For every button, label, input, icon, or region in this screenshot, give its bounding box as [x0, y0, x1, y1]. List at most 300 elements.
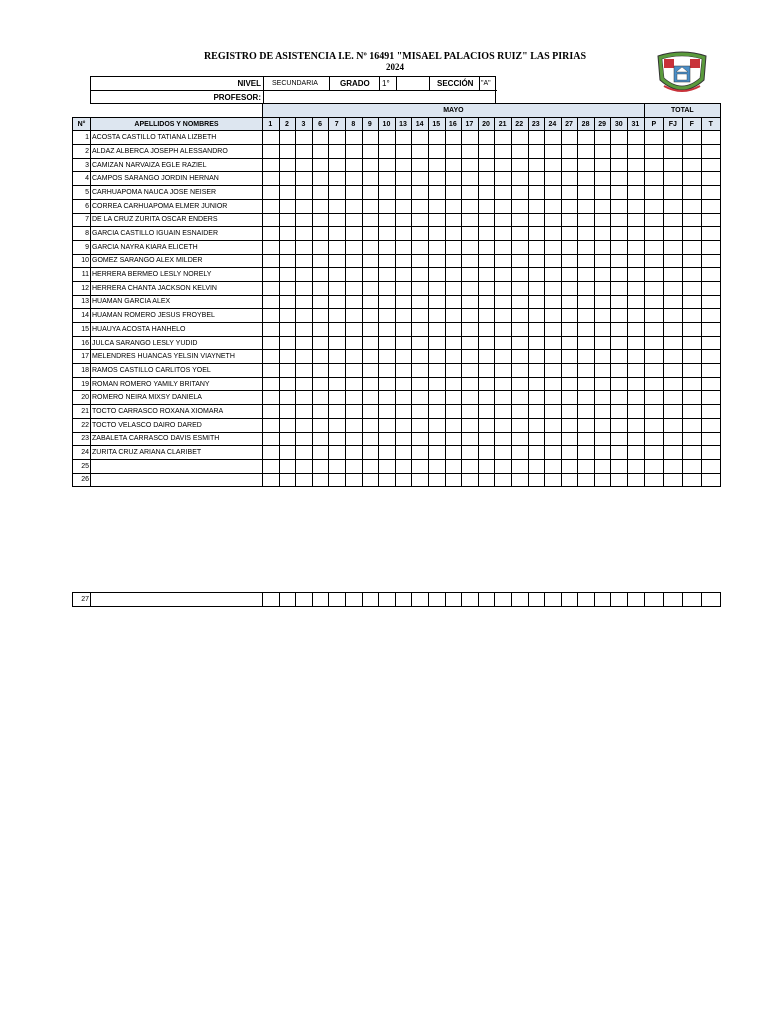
attendance-cell[interactable]	[528, 323, 545, 337]
total-cell[interactable]	[644, 131, 663, 145]
attendance-cell[interactable]	[561, 281, 578, 295]
total-cell[interactable]	[682, 323, 701, 337]
total-cell[interactable]	[682, 268, 701, 282]
total-cell[interactable]	[663, 213, 682, 227]
attendance-cell[interactable]	[462, 459, 479, 473]
attendance-cell[interactable]	[329, 364, 346, 378]
attendance-cell[interactable]	[362, 446, 379, 460]
total-cell[interactable]	[663, 432, 682, 446]
attendance-cell[interactable]	[561, 446, 578, 460]
attendance-cell[interactable]	[362, 473, 379, 487]
total-cell[interactable]	[663, 446, 682, 460]
total-cell[interactable]	[682, 364, 701, 378]
attendance-cell[interactable]	[545, 473, 562, 487]
attendance-cell[interactable]	[263, 268, 280, 282]
attendance-cell[interactable]	[395, 336, 412, 350]
attendance-cell[interactable]	[345, 199, 362, 213]
attendance-cell[interactable]	[296, 473, 313, 487]
attendance-cell[interactable]	[362, 377, 379, 391]
total-cell[interactable]	[701, 186, 720, 200]
attendance-cell[interactable]	[329, 418, 346, 432]
attendance-cell[interactable]	[362, 432, 379, 446]
attendance-cell[interactable]	[329, 309, 346, 323]
attendance-cell[interactable]	[279, 350, 296, 364]
attendance-cell[interactable]	[296, 145, 313, 159]
attendance-cell[interactable]	[628, 364, 645, 378]
attendance-cell[interactable]	[462, 186, 479, 200]
total-cell[interactable]	[663, 323, 682, 337]
attendance-cell[interactable]	[462, 131, 479, 145]
attendance-cell[interactable]	[395, 295, 412, 309]
total-cell[interactable]	[663, 227, 682, 241]
attendance-cell[interactable]	[379, 593, 396, 607]
attendance-cell[interactable]	[495, 158, 512, 172]
attendance-cell[interactable]	[395, 158, 412, 172]
attendance-cell[interactable]	[379, 281, 396, 295]
attendance-cell[interactable]	[578, 405, 595, 419]
total-cell[interactable]	[682, 593, 701, 607]
attendance-cell[interactable]	[462, 336, 479, 350]
attendance-cell[interactable]	[362, 295, 379, 309]
total-cell[interactable]	[663, 336, 682, 350]
total-cell[interactable]	[663, 593, 682, 607]
attendance-cell[interactable]	[412, 295, 429, 309]
attendance-cell[interactable]	[362, 281, 379, 295]
attendance-cell[interactable]	[445, 268, 462, 282]
attendance-cell[interactable]	[296, 432, 313, 446]
attendance-cell[interactable]	[511, 432, 528, 446]
attendance-cell[interactable]	[445, 172, 462, 186]
attendance-cell[interactable]	[279, 377, 296, 391]
attendance-cell[interactable]	[395, 240, 412, 254]
attendance-cell[interactable]	[296, 377, 313, 391]
total-cell[interactable]	[644, 158, 663, 172]
attendance-cell[interactable]	[611, 405, 628, 419]
attendance-cell[interactable]	[428, 281, 445, 295]
attendance-cell[interactable]	[478, 295, 495, 309]
attendance-cell[interactable]	[578, 364, 595, 378]
attendance-cell[interactable]	[545, 405, 562, 419]
attendance-cell[interactable]	[395, 593, 412, 607]
attendance-cell[interactable]	[428, 391, 445, 405]
attendance-cell[interactable]	[279, 459, 296, 473]
attendance-cell[interactable]	[495, 432, 512, 446]
attendance-cell[interactable]	[628, 446, 645, 460]
attendance-cell[interactable]	[263, 377, 280, 391]
attendance-cell[interactable]	[611, 364, 628, 378]
attendance-cell[interactable]	[528, 186, 545, 200]
attendance-cell[interactable]	[362, 336, 379, 350]
attendance-cell[interactable]	[561, 254, 578, 268]
attendance-cell[interactable]	[312, 446, 329, 460]
attendance-cell[interactable]	[478, 186, 495, 200]
total-cell[interactable]	[701, 418, 720, 432]
attendance-cell[interactable]	[362, 254, 379, 268]
attendance-cell[interactable]	[362, 131, 379, 145]
attendance-cell[interactable]	[428, 268, 445, 282]
attendance-cell[interactable]	[628, 336, 645, 350]
attendance-cell[interactable]	[628, 459, 645, 473]
total-cell[interactable]	[663, 281, 682, 295]
total-cell[interactable]	[644, 405, 663, 419]
attendance-cell[interactable]	[628, 240, 645, 254]
attendance-cell[interactable]	[495, 593, 512, 607]
attendance-cell[interactable]	[578, 459, 595, 473]
total-cell[interactable]	[682, 446, 701, 460]
attendance-cell[interactable]	[495, 473, 512, 487]
attendance-cell[interactable]	[462, 199, 479, 213]
attendance-cell[interactable]	[362, 227, 379, 241]
attendance-cell[interactable]	[445, 227, 462, 241]
attendance-cell[interactable]	[511, 336, 528, 350]
attendance-cell[interactable]	[495, 227, 512, 241]
total-cell[interactable]	[682, 145, 701, 159]
attendance-cell[interactable]	[412, 172, 429, 186]
attendance-cell[interactable]	[528, 158, 545, 172]
attendance-cell[interactable]	[578, 432, 595, 446]
attendance-cell[interactable]	[296, 268, 313, 282]
total-cell[interactable]	[701, 254, 720, 268]
attendance-cell[interactable]	[312, 186, 329, 200]
total-cell[interactable]	[663, 309, 682, 323]
attendance-cell[interactable]	[263, 418, 280, 432]
attendance-cell[interactable]	[545, 418, 562, 432]
attendance-cell[interactable]	[329, 227, 346, 241]
attendance-cell[interactable]	[628, 186, 645, 200]
attendance-cell[interactable]	[561, 145, 578, 159]
attendance-cell[interactable]	[345, 593, 362, 607]
attendance-cell[interactable]	[594, 405, 611, 419]
attendance-cell[interactable]	[412, 199, 429, 213]
attendance-cell[interactable]	[395, 377, 412, 391]
total-cell[interactable]	[701, 593, 720, 607]
attendance-cell[interactable]	[511, 131, 528, 145]
attendance-cell[interactable]	[545, 377, 562, 391]
attendance-cell[interactable]	[561, 432, 578, 446]
attendance-cell[interactable]	[296, 295, 313, 309]
attendance-cell[interactable]	[412, 418, 429, 432]
attendance-cell[interactable]	[395, 459, 412, 473]
attendance-cell[interactable]	[594, 459, 611, 473]
attendance-cell[interactable]	[528, 364, 545, 378]
attendance-cell[interactable]	[329, 377, 346, 391]
attendance-cell[interactable]	[412, 405, 429, 419]
attendance-cell[interactable]	[561, 459, 578, 473]
attendance-cell[interactable]	[296, 336, 313, 350]
attendance-cell[interactable]	[279, 391, 296, 405]
attendance-cell[interactable]	[478, 309, 495, 323]
attendance-cell[interactable]	[279, 186, 296, 200]
total-cell[interactable]	[701, 227, 720, 241]
attendance-cell[interactable]	[594, 295, 611, 309]
attendance-cell[interactable]	[561, 186, 578, 200]
attendance-cell[interactable]	[263, 254, 280, 268]
attendance-cell[interactable]	[279, 309, 296, 323]
attendance-cell[interactable]	[279, 323, 296, 337]
attendance-cell[interactable]	[263, 309, 280, 323]
attendance-cell[interactable]	[428, 158, 445, 172]
attendance-cell[interactable]	[345, 432, 362, 446]
attendance-cell[interactable]	[412, 281, 429, 295]
attendance-cell[interactable]	[362, 350, 379, 364]
attendance-cell[interactable]	[578, 418, 595, 432]
attendance-cell[interactable]	[428, 432, 445, 446]
attendance-cell[interactable]	[379, 240, 396, 254]
attendance-cell[interactable]	[478, 432, 495, 446]
attendance-cell[interactable]	[279, 336, 296, 350]
attendance-cell[interactable]	[279, 281, 296, 295]
attendance-cell[interactable]	[495, 254, 512, 268]
attendance-cell[interactable]	[412, 593, 429, 607]
attendance-cell[interactable]	[462, 281, 479, 295]
total-cell[interactable]	[663, 418, 682, 432]
attendance-cell[interactable]	[445, 391, 462, 405]
attendance-cell[interactable]	[428, 240, 445, 254]
attendance-cell[interactable]	[495, 446, 512, 460]
attendance-cell[interactable]	[395, 432, 412, 446]
attendance-cell[interactable]	[428, 377, 445, 391]
attendance-cell[interactable]	[379, 391, 396, 405]
attendance-cell[interactable]	[495, 281, 512, 295]
attendance-cell[interactable]	[362, 309, 379, 323]
attendance-cell[interactable]	[495, 172, 512, 186]
attendance-cell[interactable]	[594, 418, 611, 432]
total-cell[interactable]	[682, 309, 701, 323]
attendance-cell[interactable]	[329, 131, 346, 145]
total-cell[interactable]	[644, 295, 663, 309]
attendance-cell[interactable]	[478, 172, 495, 186]
attendance-cell[interactable]	[345, 364, 362, 378]
attendance-cell[interactable]	[379, 323, 396, 337]
attendance-cell[interactable]	[296, 364, 313, 378]
attendance-cell[interactable]	[511, 418, 528, 432]
attendance-cell[interactable]	[545, 158, 562, 172]
attendance-cell[interactable]	[345, 213, 362, 227]
attendance-cell[interactable]	[578, 295, 595, 309]
total-cell[interactable]	[644, 593, 663, 607]
total-cell[interactable]	[701, 213, 720, 227]
attendance-cell[interactable]	[478, 254, 495, 268]
total-cell[interactable]	[663, 158, 682, 172]
attendance-cell[interactable]	[478, 350, 495, 364]
attendance-cell[interactable]	[296, 350, 313, 364]
attendance-cell[interactable]	[428, 213, 445, 227]
attendance-cell[interactable]	[628, 254, 645, 268]
attendance-cell[interactable]	[296, 309, 313, 323]
attendance-cell[interactable]	[279, 268, 296, 282]
attendance-cell[interactable]	[478, 199, 495, 213]
attendance-cell[interactable]	[561, 336, 578, 350]
total-cell[interactable]	[644, 391, 663, 405]
attendance-cell[interactable]	[511, 186, 528, 200]
attendance-cell[interactable]	[279, 240, 296, 254]
attendance-cell[interactable]	[611, 131, 628, 145]
attendance-cell[interactable]	[628, 432, 645, 446]
attendance-cell[interactable]	[528, 281, 545, 295]
total-cell[interactable]	[682, 158, 701, 172]
attendance-cell[interactable]	[611, 158, 628, 172]
attendance-cell[interactable]	[263, 473, 280, 487]
attendance-cell[interactable]	[511, 213, 528, 227]
attendance-cell[interactable]	[329, 473, 346, 487]
attendance-cell[interactable]	[445, 131, 462, 145]
attendance-cell[interactable]	[362, 172, 379, 186]
attendance-cell[interactable]	[462, 158, 479, 172]
attendance-cell[interactable]	[445, 364, 462, 378]
attendance-cell[interactable]	[462, 240, 479, 254]
attendance-cell[interactable]	[478, 459, 495, 473]
attendance-cell[interactable]	[462, 295, 479, 309]
attendance-cell[interactable]	[412, 186, 429, 200]
attendance-cell[interactable]	[578, 131, 595, 145]
total-cell[interactable]	[682, 391, 701, 405]
attendance-cell[interactable]	[412, 131, 429, 145]
attendance-cell[interactable]	[345, 418, 362, 432]
attendance-cell[interactable]	[478, 145, 495, 159]
attendance-cell[interactable]	[312, 199, 329, 213]
attendance-cell[interactable]	[528, 446, 545, 460]
attendance-cell[interactable]	[395, 172, 412, 186]
attendance-cell[interactable]	[329, 281, 346, 295]
attendance-cell[interactable]	[495, 213, 512, 227]
attendance-cell[interactable]	[462, 593, 479, 607]
attendance-cell[interactable]	[362, 391, 379, 405]
attendance-cell[interactable]	[528, 254, 545, 268]
attendance-cell[interactable]	[511, 172, 528, 186]
total-cell[interactable]	[644, 323, 663, 337]
attendance-cell[interactable]	[545, 227, 562, 241]
attendance-cell[interactable]	[462, 377, 479, 391]
attendance-cell[interactable]	[578, 350, 595, 364]
attendance-cell[interactable]	[611, 281, 628, 295]
attendance-cell[interactable]	[379, 227, 396, 241]
attendance-cell[interactable]	[561, 227, 578, 241]
attendance-cell[interactable]	[312, 213, 329, 227]
total-cell[interactable]	[644, 268, 663, 282]
attendance-cell[interactable]	[428, 405, 445, 419]
attendance-cell[interactable]	[545, 186, 562, 200]
attendance-cell[interactable]	[445, 158, 462, 172]
total-cell[interactable]	[682, 199, 701, 213]
attendance-cell[interactable]	[412, 240, 429, 254]
attendance-cell[interactable]	[578, 254, 595, 268]
attendance-cell[interactable]	[362, 418, 379, 432]
attendance-cell[interactable]	[594, 473, 611, 487]
attendance-cell[interactable]	[578, 213, 595, 227]
attendance-cell[interactable]	[594, 240, 611, 254]
attendance-cell[interactable]	[279, 199, 296, 213]
attendance-cell[interactable]	[495, 391, 512, 405]
total-cell[interactable]	[682, 186, 701, 200]
attendance-cell[interactable]	[594, 158, 611, 172]
total-cell[interactable]	[701, 336, 720, 350]
attendance-cell[interactable]	[478, 240, 495, 254]
attendance-cell[interactable]	[545, 309, 562, 323]
attendance-cell[interactable]	[528, 377, 545, 391]
attendance-cell[interactable]	[445, 377, 462, 391]
attendance-cell[interactable]	[545, 459, 562, 473]
attendance-cell[interactable]	[462, 473, 479, 487]
attendance-cell[interactable]	[329, 199, 346, 213]
attendance-cell[interactable]	[263, 336, 280, 350]
attendance-cell[interactable]	[545, 199, 562, 213]
total-cell[interactable]	[701, 364, 720, 378]
attendance-cell[interactable]	[462, 309, 479, 323]
attendance-cell[interactable]	[395, 364, 412, 378]
attendance-cell[interactable]	[578, 158, 595, 172]
attendance-cell[interactable]	[445, 336, 462, 350]
attendance-cell[interactable]	[495, 199, 512, 213]
attendance-cell[interactable]	[628, 227, 645, 241]
total-cell[interactable]	[682, 432, 701, 446]
attendance-cell[interactable]	[478, 473, 495, 487]
attendance-cell[interactable]	[296, 240, 313, 254]
attendance-cell[interactable]	[263, 145, 280, 159]
attendance-cell[interactable]	[561, 323, 578, 337]
attendance-cell[interactable]	[495, 364, 512, 378]
attendance-cell[interactable]	[345, 131, 362, 145]
attendance-cell[interactable]	[628, 405, 645, 419]
attendance-cell[interactable]	[495, 295, 512, 309]
attendance-cell[interactable]	[511, 593, 528, 607]
attendance-cell[interactable]	[296, 405, 313, 419]
attendance-cell[interactable]	[379, 199, 396, 213]
attendance-cell[interactable]	[545, 364, 562, 378]
attendance-cell[interactable]	[478, 227, 495, 241]
total-cell[interactable]	[644, 186, 663, 200]
attendance-cell[interactable]	[345, 145, 362, 159]
total-cell[interactable]	[701, 145, 720, 159]
attendance-cell[interactable]	[445, 405, 462, 419]
attendance-cell[interactable]	[561, 473, 578, 487]
attendance-cell[interactable]	[395, 145, 412, 159]
total-cell[interactable]	[644, 309, 663, 323]
attendance-cell[interactable]	[445, 432, 462, 446]
total-cell[interactable]	[682, 295, 701, 309]
attendance-cell[interactable]	[329, 240, 346, 254]
attendance-cell[interactable]	[296, 459, 313, 473]
attendance-cell[interactable]	[628, 350, 645, 364]
attendance-cell[interactable]	[561, 158, 578, 172]
attendance-cell[interactable]	[594, 364, 611, 378]
attendance-cell[interactable]	[478, 323, 495, 337]
attendance-cell[interactable]	[628, 593, 645, 607]
total-cell[interactable]	[701, 446, 720, 460]
attendance-cell[interactable]	[594, 336, 611, 350]
attendance-cell[interactable]	[296, 418, 313, 432]
attendance-cell[interactable]	[279, 172, 296, 186]
attendance-cell[interactable]	[528, 240, 545, 254]
attendance-cell[interactable]	[445, 473, 462, 487]
attendance-cell[interactable]	[345, 172, 362, 186]
attendance-cell[interactable]	[611, 268, 628, 282]
attendance-cell[interactable]	[345, 405, 362, 419]
attendance-cell[interactable]	[462, 350, 479, 364]
attendance-cell[interactable]	[561, 295, 578, 309]
attendance-cell[interactable]	[545, 593, 562, 607]
attendance-cell[interactable]	[395, 405, 412, 419]
attendance-cell[interactable]	[528, 295, 545, 309]
attendance-cell[interactable]	[445, 186, 462, 200]
attendance-cell[interactable]	[379, 405, 396, 419]
attendance-cell[interactable]	[345, 295, 362, 309]
attendance-cell[interactable]	[495, 240, 512, 254]
attendance-cell[interactable]	[395, 309, 412, 323]
attendance-cell[interactable]	[412, 145, 429, 159]
total-cell[interactable]	[663, 459, 682, 473]
attendance-cell[interactable]	[528, 145, 545, 159]
total-cell[interactable]	[663, 295, 682, 309]
